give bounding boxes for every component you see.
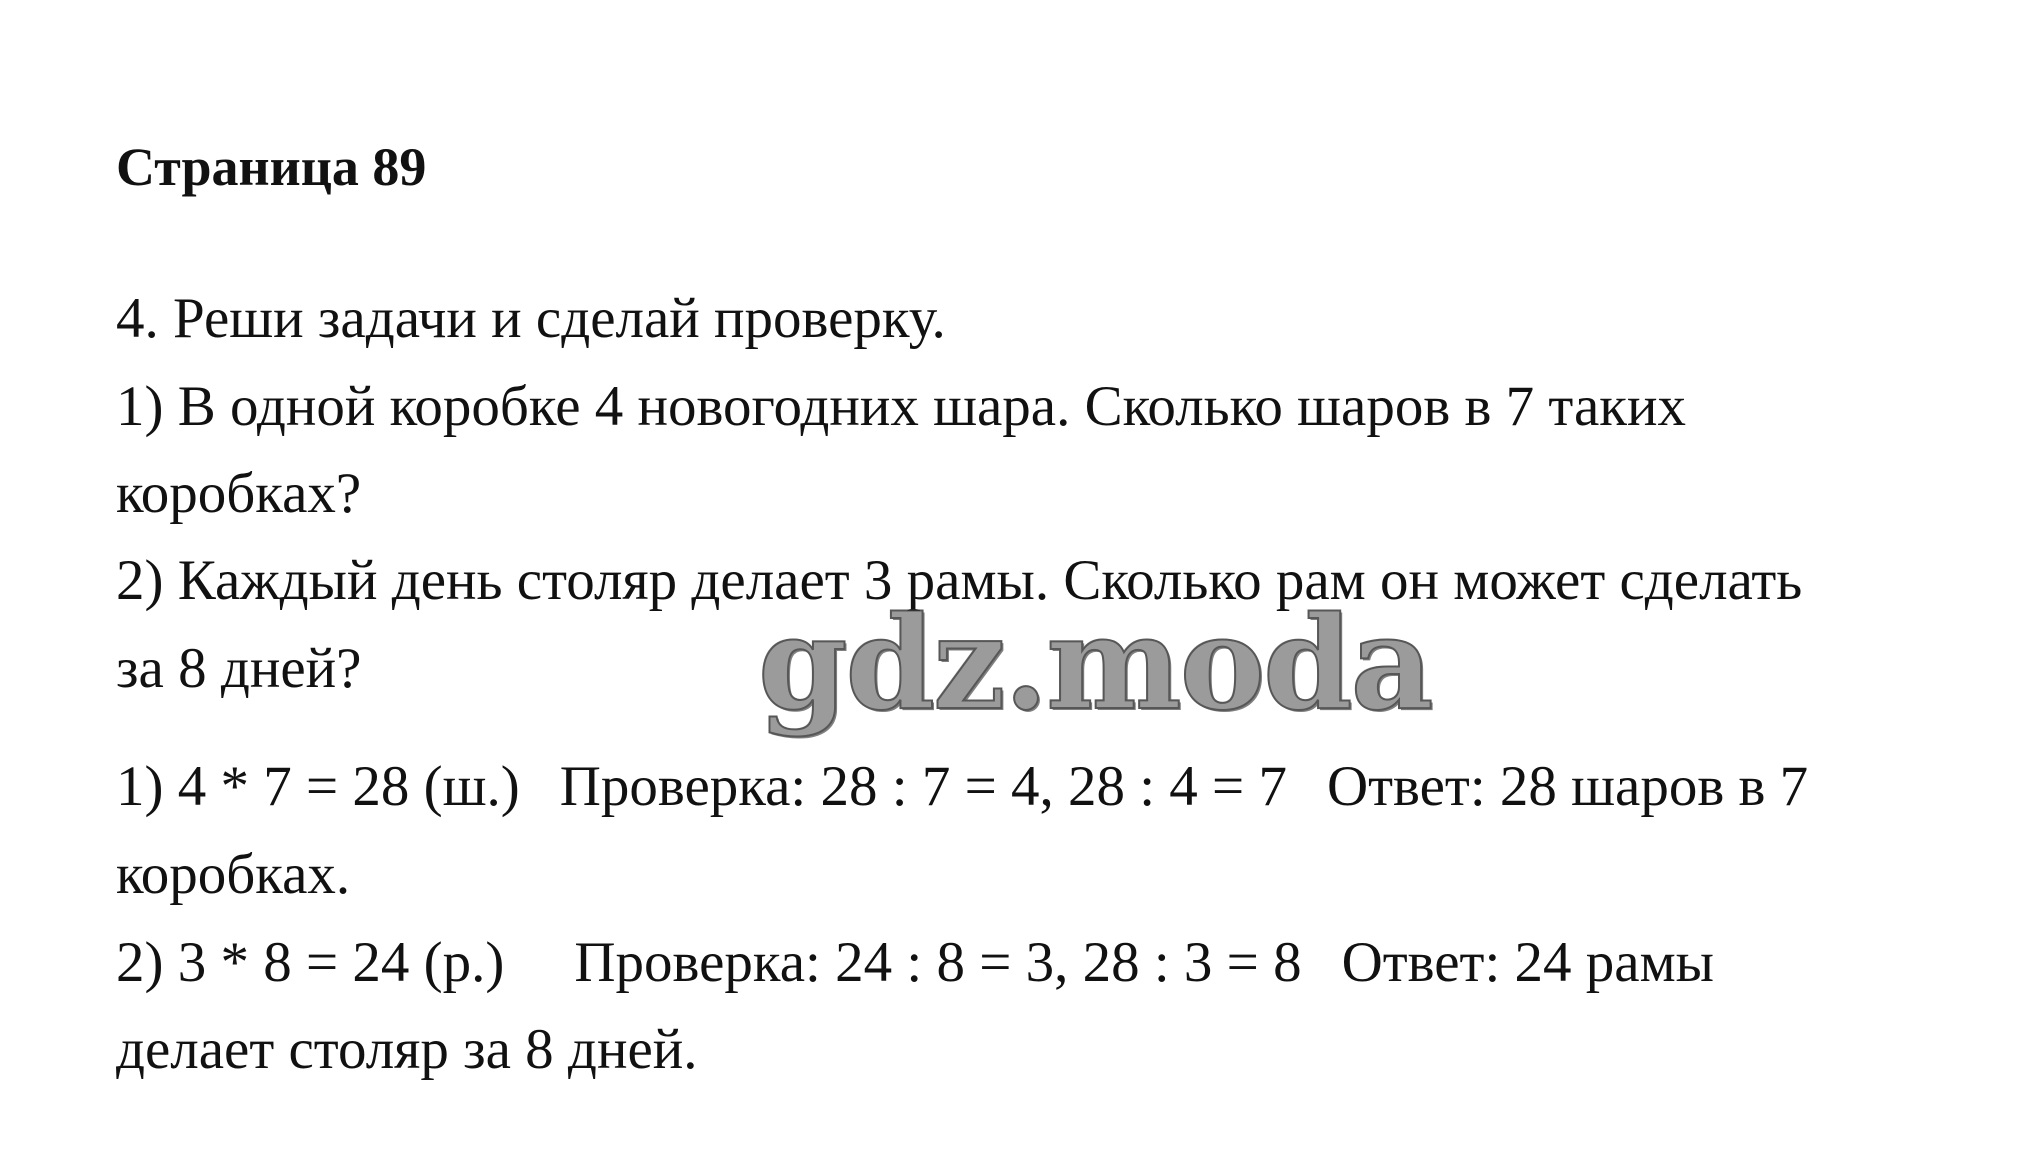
watermark-logo: gdz.moda [758,589,1432,739]
solution-2-line [116,931,1714,994]
problem-2-line-1: 2) Каждый день столяр делает 3 рамы. Сколько рам он может сделать [116,549,1803,612]
solution-2-check: Проверка: 24 : 8 = 3, 28 : 3 = 8 [574,931,1302,994]
solution-1-check: Проверка: 28 : 7 = 4, 28 : 4 = 7 [559,755,1287,818]
page-heading: Страница 89 [116,137,427,197]
solution-2-answer-continuation: делает столяр за 8 дней. [116,1018,698,1081]
problem-1-line-1: 1) В одной коробке 4 новогодних шара. Сколько шаров в 7 таких [116,375,1687,438]
solution-1-answer-continuation: коробках. [116,843,351,906]
task-title: 4. Реши задачи и сделай проверку. [116,287,946,350]
solution-1-calc: 1) 4 * 7 = 28 (ш.) [116,755,520,818]
solution-1-answer: Ответ: 28 шаров в 7 [1326,755,1809,818]
solution-2-calc: 2) 3 * 8 = 24 (р.) [116,931,505,994]
solution-1-line [116,755,1809,818]
problem-2-line-2: за 8 дней? [116,637,362,700]
problem-1-line-2: коробках? [116,462,362,525]
solution-2-answer: Ответ: 24 рамы [1341,931,1714,994]
